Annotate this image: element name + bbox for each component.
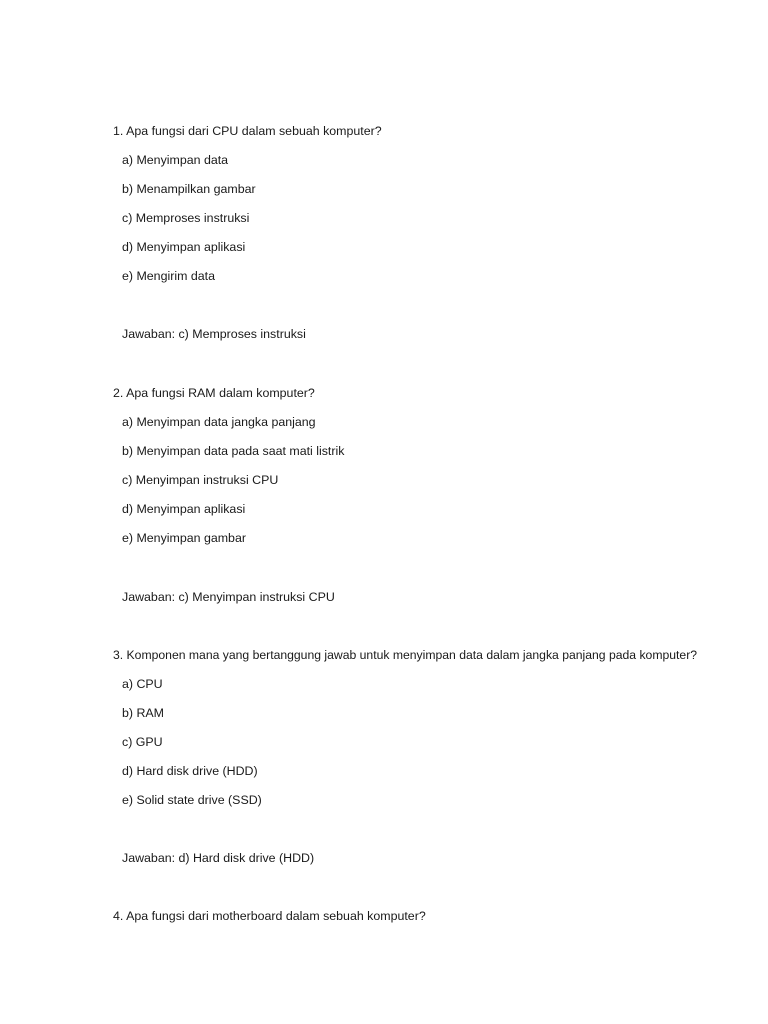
question-1-prompt: 1. Apa fungsi dari CPU dalam sebuah komputer? [113, 124, 382, 138]
question-1-option-c: c) Memproses instruksi [122, 211, 250, 225]
question-3-option-b: b) RAM [122, 706, 164, 720]
question-1-option-e: e) Mengirim data [122, 269, 215, 283]
question-2-option-a: a) Menyimpan data jangka panjang [122, 415, 316, 429]
question-2-prompt: 2. Apa fungsi RAM dalam komputer? [113, 386, 315, 400]
question-3-answer: Jawaban: d) Hard disk drive (HDD) [122, 851, 315, 865]
question-3-prompt: 3. Komponen mana yang bertanggung jawab untuk menyimpan data dalam jangka panjang pada komputer? [113, 648, 698, 662]
question-3-option-d: d) Hard disk drive (HDD) [122, 764, 258, 778]
question-2-option-b: b) Menyimpan data pada saat mati listrik [122, 444, 345, 458]
question-4-prompt: 4. Apa fungsi dari motherboard dalam sebuah komputer? [113, 909, 426, 923]
question-1-answer: Jawaban: c) Memproses instruksi [122, 327, 306, 341]
question-2-option-e: e) Menyimpan gambar [122, 531, 246, 545]
question-1-option-b: b) Menampilkan gambar [122, 182, 256, 196]
question-2-option-c: c) Menyimpan instruksi CPU [122, 473, 279, 487]
question-2-answer: Jawaban: c) Menyimpan instruksi CPU [122, 590, 335, 604]
question-2-option-d: d) Menyimpan aplikasi [122, 502, 246, 516]
question-1-option-d: d) Menyimpan aplikasi [122, 240, 246, 254]
question-3-option-a: a) CPU [122, 677, 163, 691]
question-3-option-c: c) GPU [122, 735, 163, 749]
question-1-option-a: a) Menyimpan data [122, 153, 229, 167]
question-3-option-e: e) Solid state drive (SSD) [122, 793, 262, 807]
